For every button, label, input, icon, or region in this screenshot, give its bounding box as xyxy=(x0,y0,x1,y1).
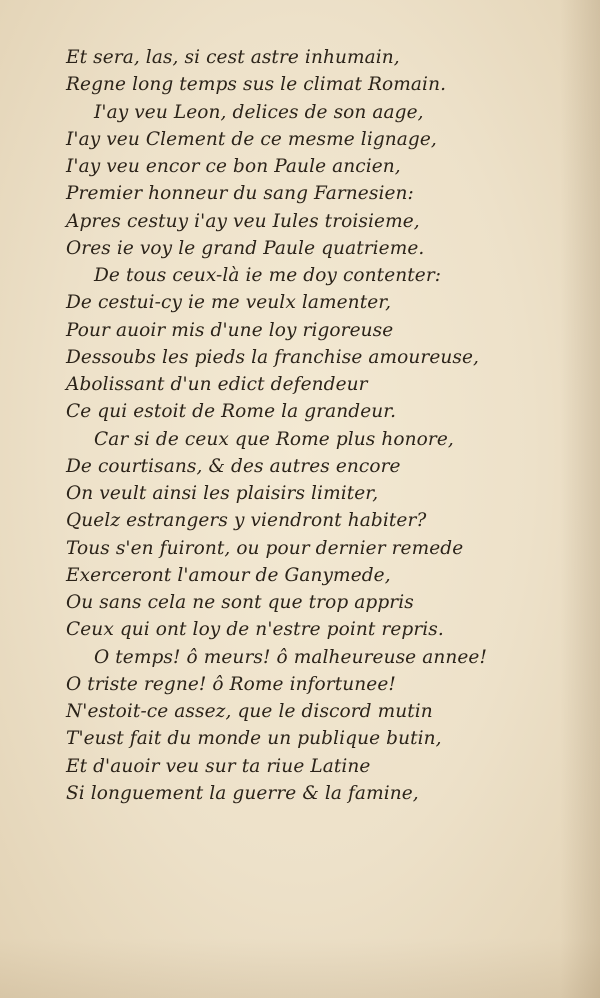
page-bottom-shade xyxy=(0,938,600,998)
verse-line: Pour auoir mis d'une loy rigoreuse xyxy=(66,319,394,341)
verse-line: Ou sans cela ne sont que trop appris xyxy=(66,592,414,613)
verse-line: Ceux qui ont loy de n'estre point repris. xyxy=(66,619,444,641)
verse-line: N'estoit-ce assez, que le discord mutin xyxy=(66,701,433,722)
verse-line: I'ay veu Clement de ce mesme lignage, xyxy=(66,128,437,150)
verse-line: De courtisans, & des autres encore xyxy=(66,455,401,477)
poem-text xyxy=(66,44,488,807)
verse-line: Car si de ceux que Rome plus honore, xyxy=(94,428,454,450)
verse-line: Et d'auoir veu sur ta riue Latine xyxy=(66,755,371,777)
page-edge-shadow xyxy=(560,0,600,998)
verse-line: Et sera, las, si cest astre inhumain, xyxy=(66,47,400,68)
verse-line: I'ay veu Leon, delices de son aage, xyxy=(94,101,424,123)
verse-line: Regne long temps sus le climat Romain. xyxy=(66,74,447,96)
verse-line: Exerceront l'amour de Ganymede, xyxy=(66,564,391,586)
verse-line: De tous ceux-là ie me doy contenter: xyxy=(94,265,442,286)
verse-line: On veult ainsi les plaisirs limiter, xyxy=(66,483,379,504)
verse-line: O triste regne! ô Rome infortunee! xyxy=(66,673,396,695)
verse-line: Si longuement la guerre & la famine, xyxy=(66,782,419,804)
verse-line: I'ay veu encor ce bon Paule ancien, xyxy=(66,156,401,177)
verse-line: T'eust fait du monde un publique butin, xyxy=(66,728,442,750)
verse-line: Ores ie voy le grand Paule quatrieme. xyxy=(66,237,425,259)
verse-line: Premier honneur du sang Farnesien: xyxy=(66,183,414,205)
verse-line: Apres cestuy i'ay veu Iules troisieme, xyxy=(66,210,420,232)
verse-line: De cestui-cy ie me veulx lamenter, xyxy=(66,292,392,314)
verse-line: Abolissant d'un edict defendeur xyxy=(66,374,368,395)
verse-line: Tous s'en fuiront, ou pour dernier remede xyxy=(66,537,464,559)
verse-line: Dessoubs les pieds la franchise amoureuse, xyxy=(66,346,480,368)
verse-line: O temps! ô meurs! ô malheureuse annee! xyxy=(94,646,488,668)
verse-line: Ce qui estoit de Rome la grandeur. xyxy=(66,401,397,423)
verse-line: Quelz estrangers y viendront habiter? xyxy=(66,510,427,532)
